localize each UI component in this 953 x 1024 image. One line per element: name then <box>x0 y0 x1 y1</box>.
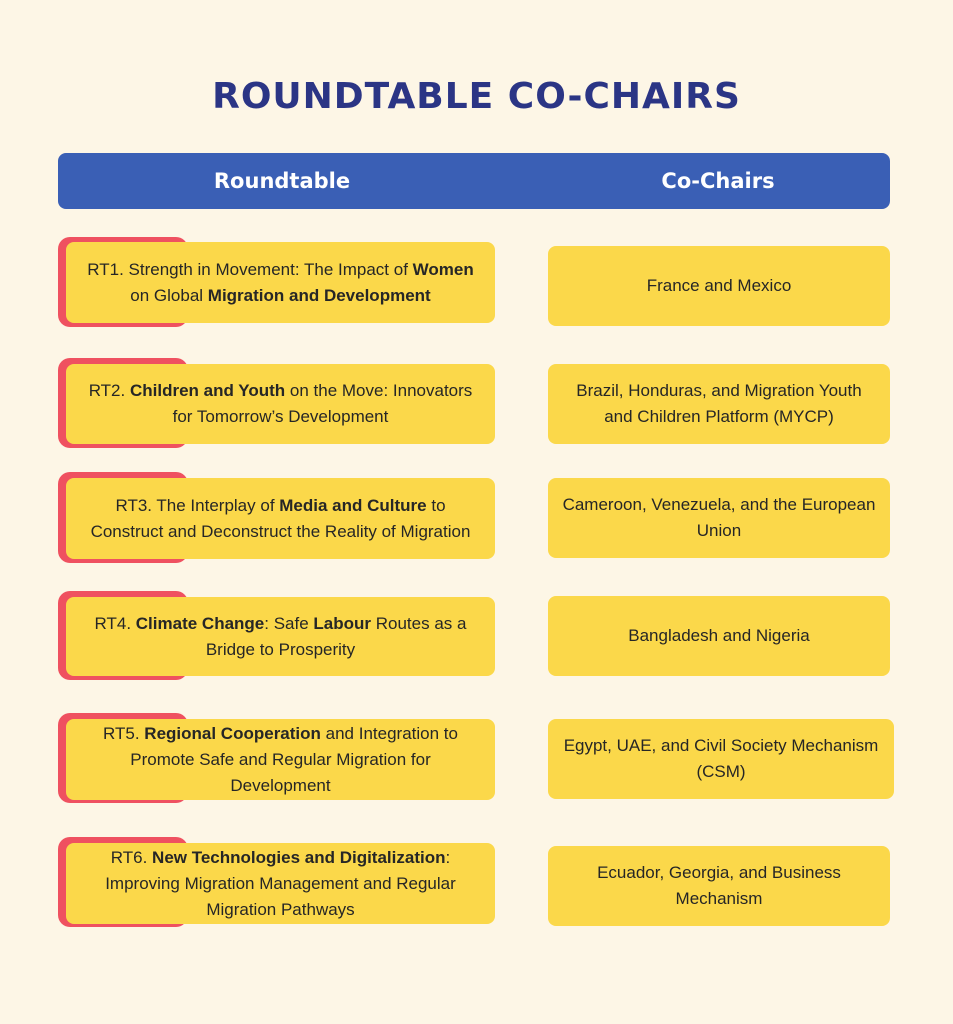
roundtable-text: RT1. Strength in Movement: The Impact of Women on Global Migration and Development <box>87 259 474 305</box>
roundtable-text: RT6. New Technologies and Digitalization: Improving Migration Management and Regular Migration Pathways <box>105 847 456 919</box>
roundtable-text: RT3. The Interplay of Media and Culture to Construct and Deconstruct the Reality of Migration <box>90 495 471 541</box>
header-roundtable: Roundtable <box>213 169 351 193</box>
co-chairs-cell-rt2: Brazil, Honduras, and Migration Youth and Children Platform (MYCP) <box>548 364 890 444</box>
co-chairs-cell-rt4: Bangladesh and Nigeria <box>548 596 890 676</box>
roundtable-text: RT2. Children and Youth on the Move: Innovators for Tomorrow’s Development <box>88 381 473 426</box>
roundtable-cell-rt3 <box>66 478 495 559</box>
roundtable-text: RT5. Regional Cooperation and Integration to Promote Safe and Regular Migration for Development <box>103 723 458 795</box>
page-title: ROUNDTABLE CO-CHAIRS <box>212 76 741 117</box>
roundtable-cell-rt6 <box>66 843 495 924</box>
co-chairs-cell-rt6: Ecuador, Georgia, and Business Mechanism <box>548 846 890 926</box>
roundtable-cell-rt5 <box>66 719 495 800</box>
co-chairs-cell-rt1: France and Mexico <box>548 246 890 326</box>
roundtable-cell-rt1 <box>66 242 495 323</box>
roundtable-cell-rt2 <box>66 364 495 444</box>
header-co-chairs: Co-Chairs <box>661 169 775 193</box>
roundtable-text: RT4. Climate Change: Safe Labour Routes as a Bridge to Prosperity <box>94 613 467 659</box>
roundtable-cell-rt4 <box>66 597 495 676</box>
co-chairs-cell-rt5: Egypt, UAE, and Civil Society Mechanism (CSM) <box>548 719 894 799</box>
co-chairs-cell-rt3: Cameroon, Venezuela, and the European Union <box>548 478 890 558</box>
table-header <box>58 153 890 209</box>
